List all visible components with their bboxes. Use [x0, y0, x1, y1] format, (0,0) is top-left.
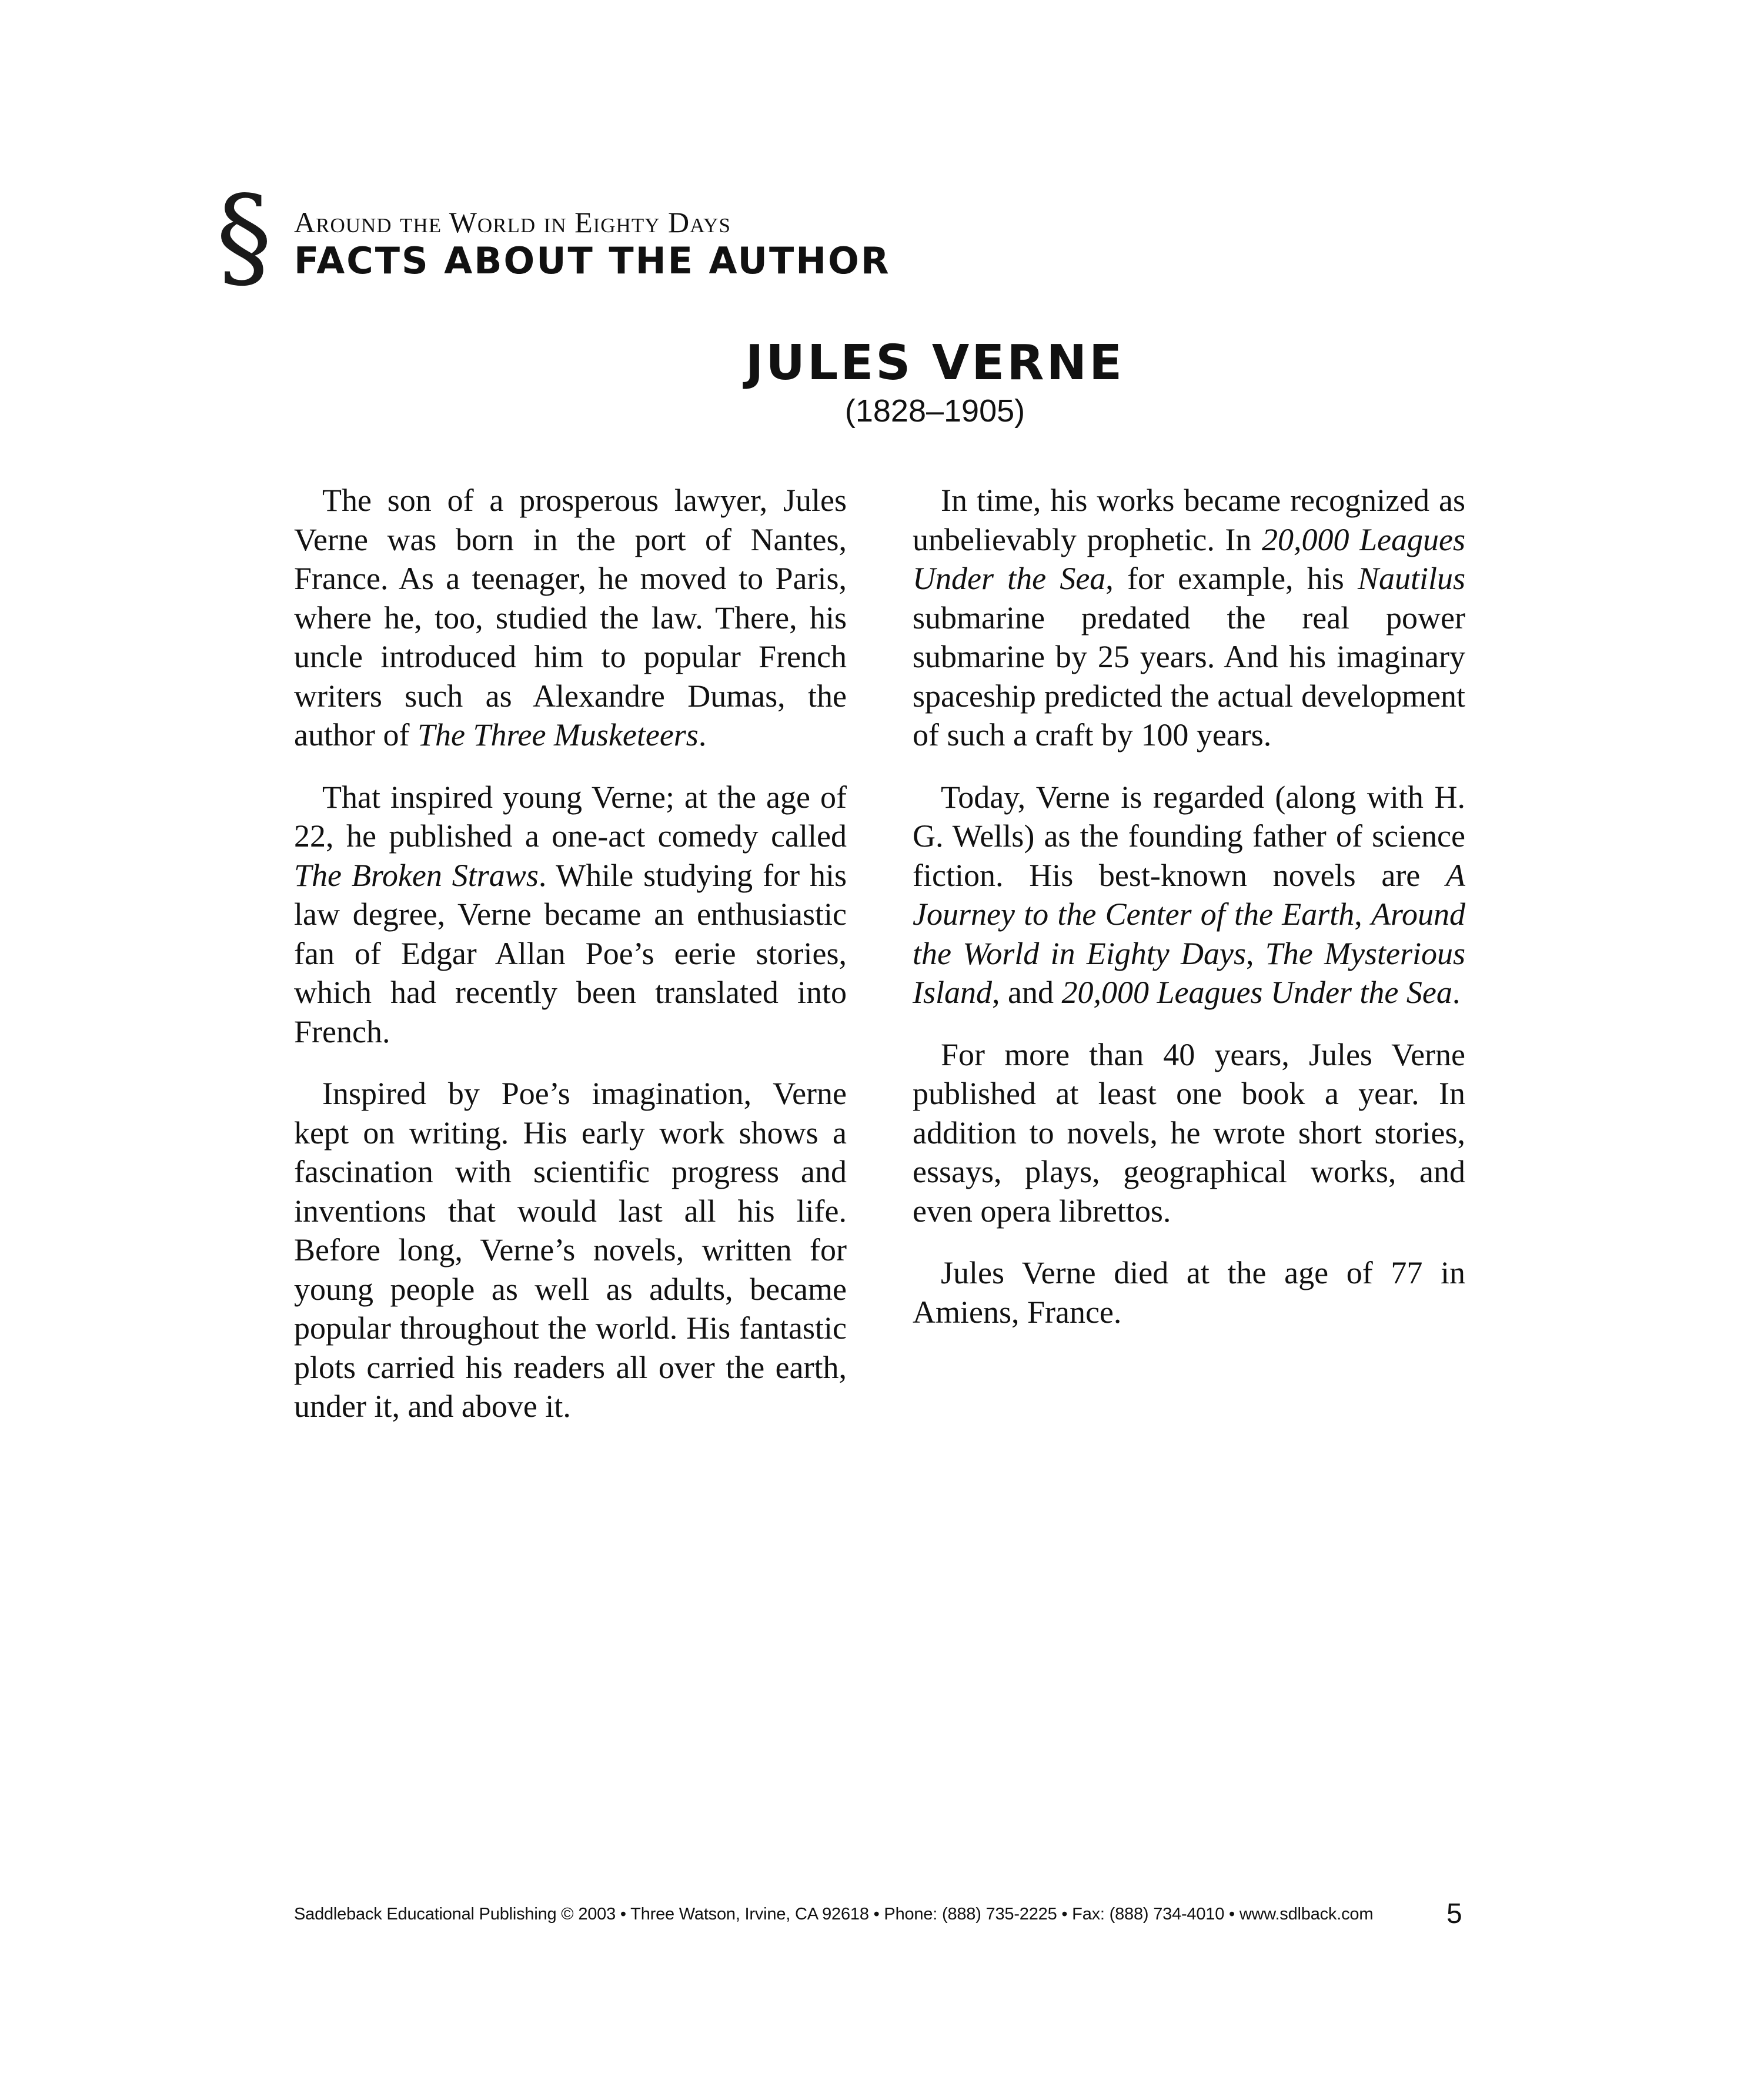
body-paragraph	[294, 1074, 847, 1426]
paragraph-text: In time, his works became recognized as unbelievably prophetic. In	[913, 483, 1465, 557]
page-number: 5	[1446, 1898, 1462, 1929]
paragraph-text: , and	[992, 975, 1062, 1010]
paragraph-text: Inspired by Poe’s imagination, Verne kept on writing. His early work shows a fascination with scientific progress and inventions that would last all his life. Before long, Verne’s novels, written for young people as well as adults, became popular throughout the world. His fantastic plots carried his readers all over the earth, under it, and above it.	[294, 1076, 847, 1424]
page-header	[294, 205, 891, 282]
body-paragraph	[913, 778, 1465, 1012]
body-paragraph	[913, 1035, 1465, 1231]
italic-title-text: The Broken Straws	[294, 857, 539, 893]
italic-title-text: 20,000 Leagues Under the Sea	[1061, 975, 1452, 1010]
paragraph-text: submarine predated the real power submarine by 25 years. And his imaginary spaceship predicted the actual development of such a craft by 100 years.	[913, 600, 1465, 752]
series-title: Around the World in Eighty Days	[294, 206, 731, 239]
body-paragraph	[913, 481, 1465, 755]
paragraph-text: Jules Verne died at the age of 77 in Amiens, France.	[913, 1255, 1465, 1330]
italic-title-text: The Mysterious Island	[913, 935, 1465, 1010]
italic-title-text: Around the World in Eighty Days	[913, 897, 1466, 971]
paragraph-text: Today, Verne is regarded (along with H. G. Wells) as the founding father of science fiction. His best-known novels are	[913, 779, 1465, 893]
author-name: JULES VERNE	[745, 335, 1125, 391]
paragraph-text: ,	[1354, 897, 1372, 932]
paragraph-text: .	[1452, 975, 1461, 1010]
right-column	[913, 481, 1465, 1354]
body-paragraph	[294, 778, 847, 1052]
italic-title-text: A Journey to the Center of the Earth	[913, 857, 1465, 932]
paragraph-text: For more than 40 years, Jules Verne published at least one book a year. In addition to novels, he wrote short stories, essays, plays, geographical works, and even opera librettos.	[913, 1036, 1465, 1229]
section-title: FACTS ABOUT THE AUTHOR	[294, 239, 891, 282]
italic-title-text: Nautilus	[1357, 561, 1465, 596]
paragraph-text: , for example, his	[1105, 561, 1358, 596]
paragraph-text: .	[698, 717, 707, 752]
ornamental-s-icon: §	[216, 172, 272, 302]
paragraph-text: . While studying for his law degree, Verne became an enthusiastic fan of Edgar Allan Poe’s eerie stories, which had recently been translated into French.	[294, 857, 847, 1049]
paragraph-text: The son of a prosperous lawyer, Jules Verne was born in the port of Nantes, France. As a teenager, he moved to Paris, where he, too, studied the law. There, his uncle introduced him to popular French writers such as Alexandre Dumas, the author of	[294, 483, 847, 752]
italic-title-text: 20,000 Leagues Under the Sea	[913, 521, 1465, 596]
italic-title-text: The Three Musketeers	[417, 717, 699, 752]
left-column	[294, 481, 847, 1449]
body-paragraph	[913, 1253, 1465, 1332]
paragraph-text: ,	[1246, 935, 1265, 971]
author-dates: (1828–1905)	[844, 393, 1025, 429]
footer-publisher-line: Saddleback Educational Publishing © 2003 • Three Watson, Irvine, CA 92618 • Phone: (888) 735-2225 • Fax: (888) 734-4010 • www.sdlback.com	[294, 1905, 1374, 1924]
paragraph-text: That inspired young Verne; at the age of 22, he published a one-act comedy called	[294, 779, 847, 854]
author-title-block	[0, 335, 1764, 430]
body-paragraph	[294, 481, 847, 755]
